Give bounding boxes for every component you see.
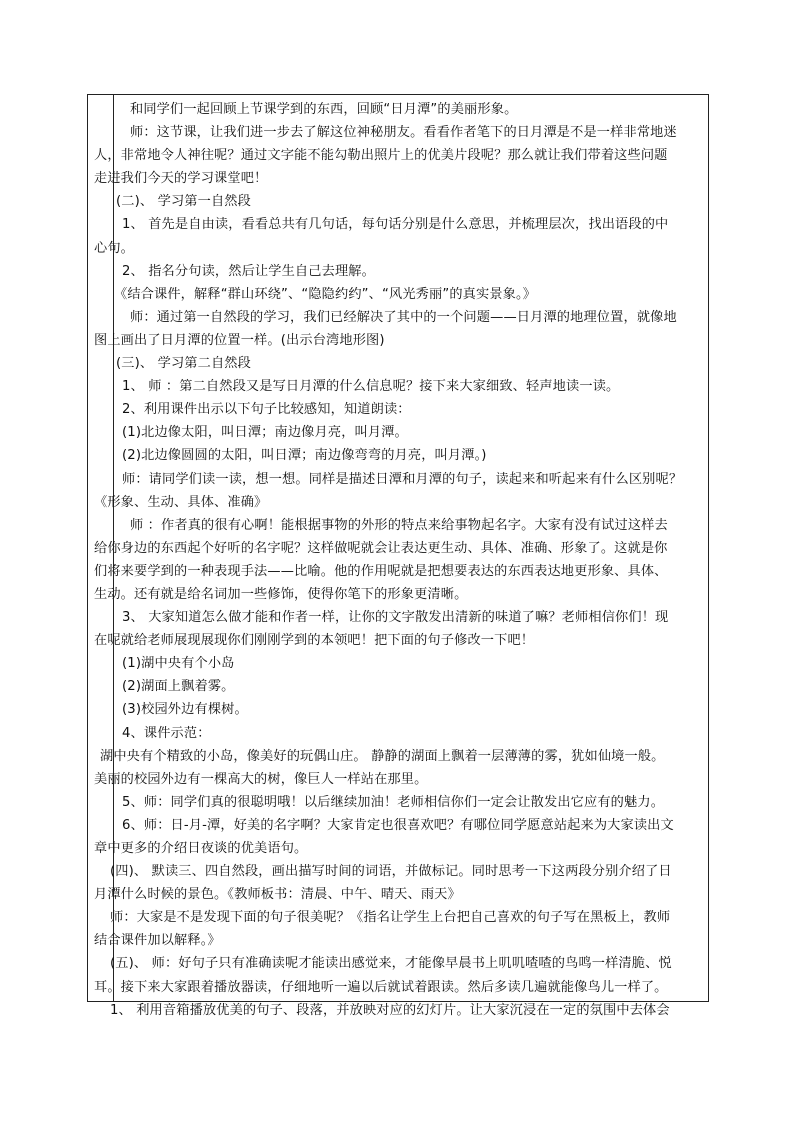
text-line: 3、 大家知道怎么做才能和作者一样，让你的文字散发出清新的味道了嘛？老师相信你们！现 (122, 610, 669, 626)
text-line: 耳。接下来大家跟着播放器读，仔细地听一遍以后就试着跟读。然后多读几遍就能像鸟儿一样了。 (94, 979, 668, 995)
section-heading: (二)、 学习第一自然段 (116, 194, 251, 210)
text-line: 师：这节课，让我们进一步去了解这位神秘朋友。看看作者笔下的日月潭是不是一样非常地迷 (130, 125, 677, 141)
text-line: 生动。还有就是给名词加一些修饰，使得你笔下的形象更清晰。 (94, 586, 468, 602)
section-heading: (四)、 默读三、四自然段，画出描写时间的词语，并做标记。同时思考一下这两段分别介绍了日 (110, 864, 672, 880)
text-line: 月潭什么时候的景色。《教师板书：清晨、中午、晴天、雨天》 (94, 887, 461, 903)
text-line: 1、 首先是自由读，看看总共有几句话，每句话分别是什么意思，并梳理层次，找出语段的中 (122, 217, 669, 233)
text-line: 和同学们一起回顾上节课学到的东西，回顾“日月潭”的美丽形象。 (130, 102, 518, 117)
text-line: 《形象、生动、具体、准确》 (94, 494, 268, 510)
lesson-plan-text (94, 98, 704, 1022)
text-line: 章中更多的介绍日夜谈的优美语句。 (94, 841, 308, 856)
text-line: (1)北边像太阳，叫日潭；南边像月亮，叫月潭。 (122, 425, 408, 441)
text-line: 美丽的校园外边有一棵高大的树，像巨人一样站在那里。 (94, 771, 428, 787)
text-line: (3)校园外边有棵树。 (122, 702, 248, 718)
text-line: 给你身边的东西起个好听的名字呢？这样做呢就会让表达更生动、具体、准确、形象了。这就是你 (94, 540, 668, 556)
text-line: 图上画出了日月潭的位置一样。(出示台湾地形图) (94, 332, 385, 348)
text-line: 4、课件示范： (122, 725, 211, 741)
text-line: 师 ：作者真的很有心啊！能根据事物的外形的特点来给事物起名字。大家有没有试过这样去 (130, 517, 668, 533)
text-line: 1、 利用音箱播放优美的句子、段落，并放映对应的幻灯片。让大家沉浸在一定的氛围中去体会 (110, 1002, 670, 1018)
text-line: 6、师：日-月-潭，好美的名字啊？大家肯定也很喜欢吧？有哪位同学愿意站起来为大家读出文 (122, 817, 674, 833)
text-line: 们将来要学到的一种表现手法——比喻。他的作用呢就是把想要表达的东西表达地更形象、具体、 (94, 563, 668, 579)
text-line: 结合课件加以解释。》 (94, 933, 221, 949)
text-line: (1)湖中央有个小岛 (122, 656, 235, 672)
text-line: 2、利用课件出示以下句子比较感知，知道朗读： (122, 402, 411, 418)
text-line: 人，非常地令人神往呢？通过文字能不能勾勒出照片上的优美片段呢？那么就让我们带着这些问题 (94, 148, 668, 164)
text-line: 心句。 (94, 240, 135, 256)
text-line: 在呢就给老师展现展现你们刚刚学到的本领吧！把下面的句子修改一下吧！ (94, 633, 535, 649)
text-line: (2)北边像圆圆的太阳，叫日潭；南边像弯弯的月亮，叫月潭。) (122, 448, 487, 464)
text-line: 《结合课件，解释“群山环绕”、“隐隐约约”、“风光秀丽”的真实景象。》 (114, 286, 537, 302)
text-line: 师：请同学们读一读，想一想。同样是描述日潭和月潭的句子，读起来和听起来有什么区别呢？ (122, 471, 683, 487)
text-line: (2)湖面上飘着雾。 (122, 679, 235, 695)
text-line: 师：大家是不是发现下面的句子很美呢？《指名让学生上台把自己喜欢的句子写在黑板上，教师 (110, 910, 671, 926)
text-line: 1、 师 ：第二自然段又是写日月潭的什么信息呢？接下来大家细致、轻声地读一读。 (122, 379, 620, 395)
text-line: 湖中央有个精致的小岛，像美好的玩偶山庄。 静静的湖面上飘着一层薄薄的雾，犹如仙境一般。 (100, 748, 665, 764)
text-line: 2、 指名分句读，然后让学生自己去理解。 (122, 263, 375, 279)
text-line: 5、师：同学们真的很聪明哦！以后继续加油！老师相信你们一定会让散发出它应有的魅力。 (122, 794, 665, 810)
section-heading: (五)、 师：好句子只有准确读呢才能读出感觉来，才能像早晨书上叽叽喳喳的鸟鸣一样清脆、悦 (110, 956, 672, 972)
section-heading: (三)、 学习第二自然段 (116, 356, 251, 372)
text-line: 师：通过第一自然段的学习，我们已经解决了其中的一个问题——日月潭的地理位置，就像地 (130, 309, 677, 325)
text-line: 走进我们今天的学习课堂吧！ (94, 171, 268, 187)
